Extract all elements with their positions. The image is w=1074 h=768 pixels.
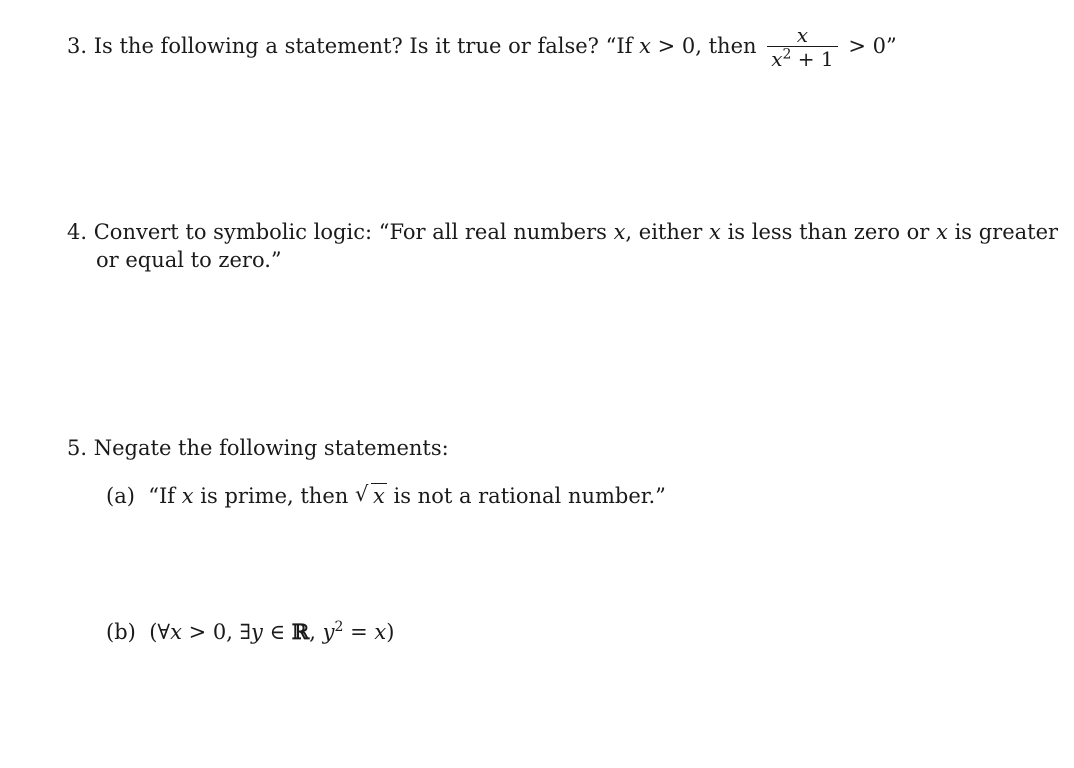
math-text: + 1 — [797, 47, 834, 71]
problem-4 — [67, 218, 1058, 246]
math-var: x — [170, 620, 182, 644]
math-var: x — [181, 484, 194, 508]
math-text: > 0, ∃ — [188, 620, 251, 644]
math-text: (∀ — [149, 620, 171, 644]
problem-number: 5. — [67, 436, 88, 460]
subproblem-a — [106, 482, 666, 510]
square-root — [355, 482, 387, 510]
fraction — [767, 24, 837, 71]
math-var: y — [250, 620, 263, 644]
problem-text: is less than zero or — [727, 220, 930, 244]
radicand: x — [372, 484, 385, 508]
problem-number: 3. — [67, 34, 88, 58]
exponent: 2 — [782, 46, 792, 63]
math-text: , — [309, 620, 316, 644]
real-numbers-symbol: ℝ — [291, 619, 310, 644]
subproblem-b — [106, 618, 394, 646]
problem-text: is greater — [954, 220, 1059, 244]
math-var: x — [936, 220, 948, 244]
problem-text: or equal to zero.” — [96, 248, 282, 272]
math-text: = — [350, 620, 368, 644]
problem-5 — [67, 434, 449, 462]
problem-text: “If — [148, 484, 176, 508]
math-var: x — [613, 220, 626, 244]
problem-text: Is the following a statement? Is it true or false? “If — [93, 34, 633, 58]
problem-number: 4. — [67, 220, 88, 244]
math-var: x — [771, 47, 783, 71]
problem-4-line-2 — [96, 246, 282, 274]
problem-text: , either — [625, 220, 703, 244]
math-text: > 0” — [848, 34, 897, 58]
subproblem-label: (b) — [106, 620, 136, 644]
math-var: y — [322, 620, 335, 644]
problem-text: Convert to symbolic logic: “For all real numbers — [93, 220, 607, 244]
fraction-denominator — [767, 46, 837, 71]
math-text: > 0, then — [657, 34, 757, 58]
math-text: ) — [386, 620, 395, 644]
math-text: ∈ — [269, 620, 286, 644]
exponent: 2 — [334, 619, 344, 635]
problem-text: is not a rational number.” — [393, 484, 666, 508]
math-var: x — [639, 34, 651, 58]
radical-sign: √ — [354, 482, 369, 506]
problem-3 — [67, 24, 897, 71]
problem-text: is prime, then — [200, 484, 349, 508]
math-var: x — [374, 620, 387, 644]
fraction-numerator: x — [796, 23, 809, 47]
problem-text: Negate the following statements: — [93, 436, 449, 460]
math-var: x — [709, 220, 721, 244]
subproblem-label: (a) — [106, 484, 135, 508]
